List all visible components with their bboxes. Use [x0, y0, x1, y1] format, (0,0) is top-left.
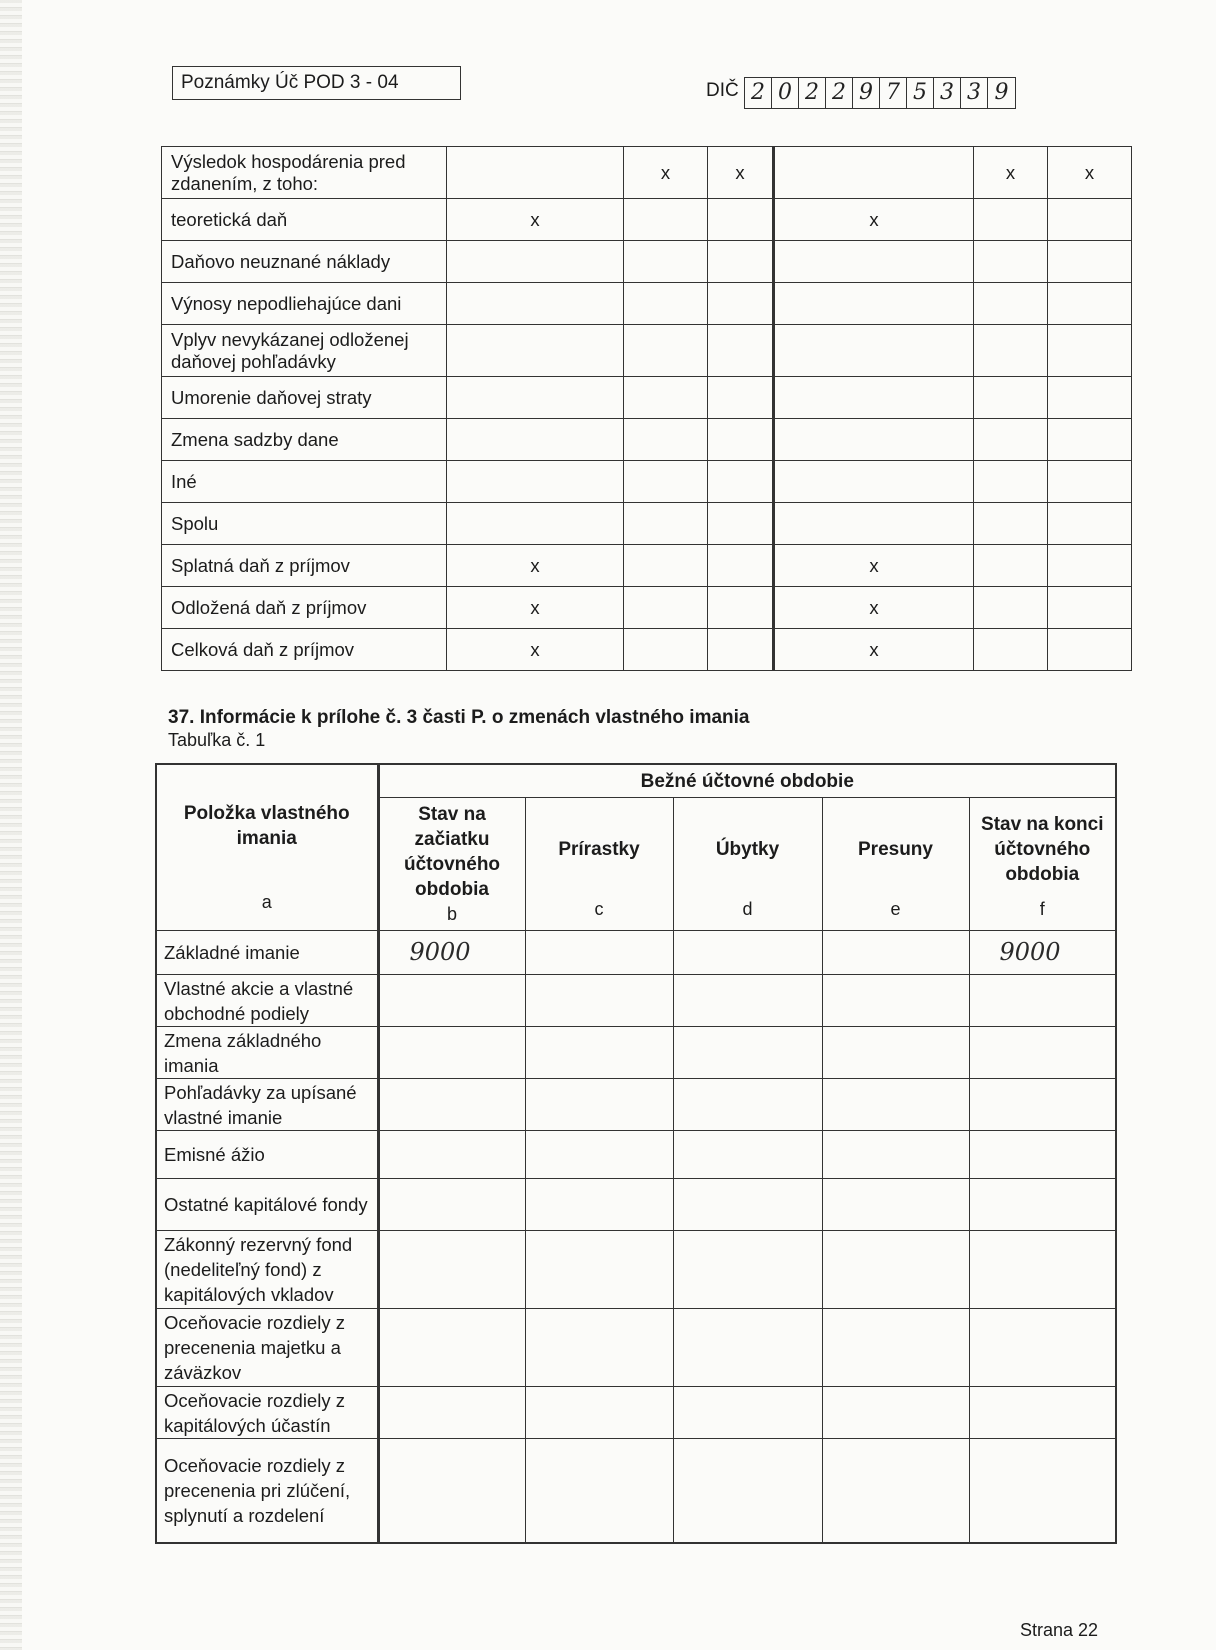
tax-cell [974, 629, 1048, 671]
tax-cell [624, 545, 708, 587]
equity-cell [673, 975, 822, 1027]
dic-digit: 9 [853, 78, 880, 108]
tax-cell: x [447, 199, 624, 241]
tax-cell [1048, 629, 1132, 671]
tax-row [162, 283, 1132, 325]
tax-cell [708, 587, 774, 629]
equity-column-header [969, 798, 1116, 931]
equity-cell: 9000 [969, 931, 1116, 975]
item-header: Položka vlastného imania [183, 802, 350, 849]
tax-cell: x [774, 199, 974, 241]
dic-digit: 2 [745, 78, 772, 108]
tax-cell [447, 503, 624, 545]
tax-cell [624, 419, 708, 461]
equity-cell [673, 1439, 822, 1543]
tax-cell [624, 461, 708, 503]
equity-cell [525, 1439, 673, 1543]
tax-cell [447, 461, 624, 503]
equity-row [156, 1131, 1116, 1179]
tax-cell [708, 629, 774, 671]
tax-cell [447, 419, 624, 461]
tax-cell [974, 419, 1048, 461]
page-number: Strana 22 [1020, 1620, 1099, 1640]
equity-row [156, 1231, 1116, 1309]
equity-column-label: Stav na konci účtovného obdobia [981, 814, 1104, 885]
equity-cell [969, 1079, 1116, 1131]
item-header-cell [156, 764, 378, 931]
equity-row [156, 975, 1116, 1027]
tax-row [162, 241, 1132, 283]
equity-column-letter: b [446, 904, 457, 924]
equity-cell [525, 1387, 673, 1439]
tax-cell [708, 461, 774, 503]
tax-cell [774, 283, 974, 325]
tax-cell [624, 325, 708, 377]
equity-cell [378, 975, 525, 1027]
tax-cell [974, 545, 1048, 587]
equity-cell [969, 1027, 1116, 1079]
equity-row-label: Vlastné akcie a vlastné obchodné podiely [156, 975, 378, 1027]
equity-cell [378, 1131, 525, 1179]
dic-digit: 7 [880, 78, 907, 108]
dic-digit: 2 [826, 78, 853, 108]
tax-cell [708, 377, 774, 419]
tax-cell: x [708, 147, 774, 199]
equity-cell [673, 1079, 822, 1131]
equity-column-letter: e [890, 899, 901, 919]
tax-cell [774, 461, 974, 503]
equity-cell [378, 1439, 525, 1543]
tax-cell [624, 503, 708, 545]
equity-cell [525, 1309, 673, 1387]
tax-cell [974, 587, 1048, 629]
tax-cell [1048, 587, 1132, 629]
equity-row-label: Zmena základného imania [156, 1027, 378, 1079]
tax-cell [624, 587, 708, 629]
tax-row [162, 419, 1132, 461]
equity-cell [969, 1309, 1116, 1387]
tax-cell: x [774, 545, 974, 587]
tax-cell [974, 461, 1048, 503]
tax-cell [974, 283, 1048, 325]
equity-cell [673, 1027, 822, 1079]
equity-cell [969, 1231, 1116, 1309]
equity-row [156, 1387, 1116, 1439]
tax-cell [708, 241, 774, 283]
tax-cell [774, 503, 974, 545]
tax-cell: x [447, 629, 624, 671]
equity-row [156, 1079, 1116, 1131]
tax-cell [1048, 419, 1132, 461]
equity-cell [525, 1079, 673, 1131]
tax-row [162, 147, 1132, 199]
form-label: Poznámky Úč POD 3 - 04 [172, 66, 461, 100]
tax-cell [624, 629, 708, 671]
table-caption: Tabuľka č. 1 [168, 730, 266, 750]
dic-digit: 3 [934, 78, 961, 108]
tax-row-label: Iné [162, 461, 447, 503]
equity-row-label: Emisné ážio [156, 1131, 378, 1179]
tax-row-label: Spolu [162, 503, 447, 545]
dic-digit: 3 [961, 78, 988, 108]
equity-column-letter: f [1039, 899, 1045, 919]
dic-digit: 9 [994, 80, 1009, 105]
equity-column-label: Stav na začiatku účtovného obdobia [403, 804, 501, 900]
equity-row [156, 931, 1116, 975]
tax-row-label: Umorenie daňovej straty [162, 377, 447, 419]
income-tax-table [161, 146, 1132, 671]
tax-cell [1048, 241, 1132, 283]
tax-cell [447, 325, 624, 377]
tax-cell [774, 325, 974, 377]
equity-cell [673, 1179, 822, 1231]
equity-cell [969, 1439, 1116, 1543]
equity-cell [378, 1179, 525, 1231]
equity-cell [822, 1309, 969, 1387]
tax-cell: x [624, 147, 708, 199]
equity-cell [525, 1027, 673, 1079]
equity-cell [525, 931, 673, 975]
tax-cell [708, 199, 774, 241]
equity-cell [525, 975, 673, 1027]
equity-row-label: Oceňovacie rozdiely z kapitálových účastín [156, 1387, 378, 1439]
equity-cell [525, 1179, 673, 1231]
equity-row-label: Zákonný rezervný fond (nedeliteľný fond) z kapitálových vkladov [156, 1231, 378, 1309]
tax-cell [1048, 377, 1132, 419]
equity-column-letter: c [594, 899, 604, 919]
tax-cell [774, 147, 974, 199]
equity-cell [822, 1027, 969, 1079]
equity-column-header [378, 798, 525, 931]
equity-row-label: Oceňovacie rozdiely z precenenia pri zlúčení, splynutí a rozdelení [156, 1439, 378, 1543]
tax-cell [774, 377, 974, 419]
equity-column-label: Úbytky [715, 839, 780, 860]
equity-column-header [822, 798, 969, 931]
equity-cell [969, 1387, 1116, 1439]
tax-cell [1048, 283, 1132, 325]
item-letter: a [261, 891, 272, 912]
tax-row-label: Výnosy nepodliehajúce dani [162, 283, 447, 325]
tax-cell [708, 419, 774, 461]
equity-row [156, 1179, 1116, 1231]
equity-cell [673, 1387, 822, 1439]
tax-cell [1048, 199, 1132, 241]
tax-cell: x [774, 587, 974, 629]
tax-cell: x [974, 147, 1048, 199]
tax-cell [708, 503, 774, 545]
tax-row [162, 545, 1132, 587]
equity-cell [673, 931, 822, 975]
tax-cell [624, 377, 708, 419]
equity-column-header [673, 798, 822, 931]
equity-row-label: Základné imanie [156, 931, 378, 975]
tax-row [162, 325, 1132, 377]
equity-cell [822, 1131, 969, 1179]
tax-cell [708, 325, 774, 377]
equity-row-label: Pohľadávky za upísané vlastné imanie [156, 1079, 378, 1131]
equity-cell [822, 1231, 969, 1309]
equity-cell [378, 1079, 525, 1131]
dic-digit-boxes [744, 77, 1016, 109]
tax-cell: x [447, 545, 624, 587]
equity-cell [378, 1027, 525, 1079]
equity-cell [673, 1231, 822, 1309]
equity-cell [525, 1231, 673, 1309]
tax-cell [624, 241, 708, 283]
tax-row-label: Celková daň z príjmov [162, 629, 447, 671]
tax-cell [774, 241, 974, 283]
tax-row-label: Vplyv nevykázanej odloženej daňovej pohľadávky [162, 325, 447, 377]
tax-cell [447, 377, 624, 419]
tax-row [162, 377, 1132, 419]
equity-column-label: Prírastky [558, 839, 640, 860]
period-header: Bežné účtovné obdobie [378, 764, 1116, 798]
tax-cell [1048, 503, 1132, 545]
tax-cell: x [447, 587, 624, 629]
tax-cell [1048, 545, 1132, 587]
equity-cell [969, 1131, 1116, 1179]
equity-cell [822, 1439, 969, 1543]
tax-row [162, 199, 1132, 241]
scan-edge-artifact [0, 0, 22, 1650]
tax-cell [624, 199, 708, 241]
equity-cell [822, 931, 969, 975]
tax-row-label: Zmena sadzby dane [162, 419, 447, 461]
tax-cell [447, 147, 624, 199]
tax-row [162, 587, 1132, 629]
equity-cell [378, 1387, 525, 1439]
equity-changes-table [155, 763, 1117, 1544]
equity-row [156, 1027, 1116, 1079]
equity-cell: 9000 [378, 931, 525, 975]
equity-row-label: Oceňovacie rozdiely z precenenia majetku a záväzkov [156, 1309, 378, 1387]
tax-cell: x [1048, 147, 1132, 199]
equity-cell [673, 1309, 822, 1387]
tax-cell [774, 419, 974, 461]
tax-row [162, 461, 1132, 503]
tax-row [162, 503, 1132, 545]
equity-row [156, 1309, 1116, 1387]
tax-cell [974, 503, 1048, 545]
equity-cell [969, 1179, 1116, 1231]
tax-cell: x [774, 629, 974, 671]
dic-label: DIČ [706, 80, 739, 101]
tax-cell [1048, 325, 1132, 377]
dic-digit: 0 [772, 78, 799, 108]
equity-column-label: Presuny [858, 839, 933, 860]
equity-column-header [525, 798, 673, 931]
tax-row [162, 629, 1132, 671]
tax-row-label: teoretická daň [162, 199, 447, 241]
tax-row-label: Výsledok hospodárenia pred zdanením, z toho: [162, 147, 447, 199]
tax-row-label: Odložená daň z príjmov [162, 587, 447, 629]
tax-cell [974, 325, 1048, 377]
equity-cell [969, 975, 1116, 1027]
equity-column-letter: d [742, 899, 753, 919]
equity-cell [822, 1179, 969, 1231]
equity-cell [822, 975, 969, 1027]
tax-cell [447, 241, 624, 283]
tax-cell [624, 283, 708, 325]
tax-row-label: Splatná daň z príjmov [162, 545, 447, 587]
tax-cell [708, 545, 774, 587]
tax-cell [974, 377, 1048, 419]
dic-digit: 2 [799, 78, 826, 108]
equity-cell [822, 1387, 969, 1439]
equity-cell [673, 1131, 822, 1179]
equity-row [156, 1439, 1116, 1543]
equity-row-label: Ostatné kapitálové fondy [156, 1179, 378, 1231]
tax-cell [974, 199, 1048, 241]
equity-cell [378, 1231, 525, 1309]
section-title: 37. Informácie k prílohe č. 3 časti P. o zmenách vlastného imania [168, 707, 750, 728]
equity-cell [525, 1131, 673, 1179]
tax-cell [708, 283, 774, 325]
tax-row-label: Daňovo neuznané náklady [162, 241, 447, 283]
tax-cell [974, 241, 1048, 283]
tax-cell [1048, 461, 1132, 503]
tax-cell [447, 283, 624, 325]
dic-digit: 5 [907, 78, 934, 108]
equity-cell [378, 1309, 525, 1387]
equity-cell [822, 1079, 969, 1131]
